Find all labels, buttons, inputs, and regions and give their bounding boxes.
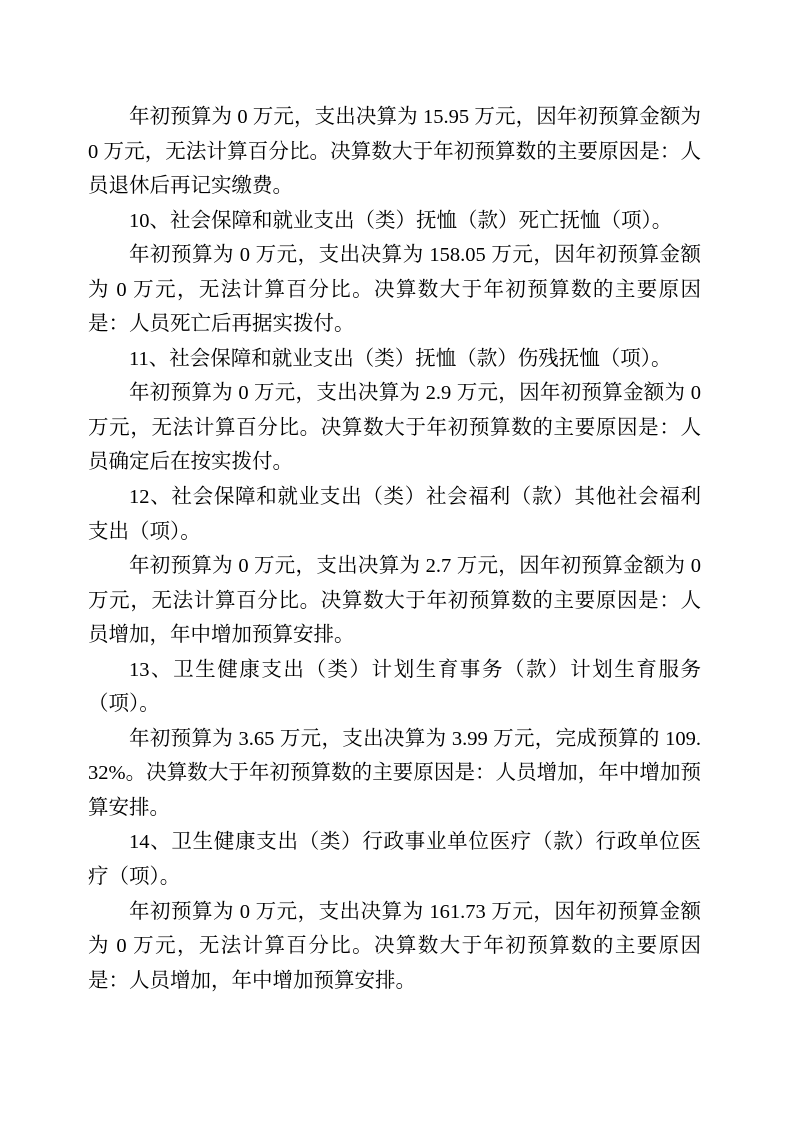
body-paragraph-item-14: 年初预算为 0 万元，支出决算为 161.73 万元，因年初预算金额为 0 万元，无法计算百分比。决算数大于年初预算数的主要原因是：人员增加，年中增加预算安排。 (88, 900, 701, 992)
body-paragraph-item-11: 年初预算为 0 万元，支出决算为 2.9 万元，因年初预算金额为 0 万元，无法计算百分比。决算数大于年初预算数的主要原因是：人员确定后在按实拨付。 (88, 382, 701, 474)
body-paragraph-item-12: 年初预算为 0 万元，支出决算为 2.7 万元，因年初预算金额为 0 万元，无法计算百分比。决算数大于年初预算数的主要原因是：人员增加，年中增加预算安排。 (88, 555, 701, 647)
body-paragraph-item-10: 年初预算为 0 万元，支出决算为 158.05 万元，因年初预算金额为 0 万元，无法计算百分比。决算数大于年初预算数的主要原因是：人员死亡后再据实拨付。 (88, 244, 701, 336)
item-heading-12: 12、社会保障和就业支出（类）社会福利（款）其他社会福利支出（项）。 (88, 486, 701, 543)
item-heading-14: 14、卫生健康支出（类）行政事业单位医疗（款）行政单位医疗（项）。 (88, 831, 701, 889)
document-text-body (88, 100, 701, 998)
body-paragraph-continuation: 年初预算为 0 万元，支出决算为 15.95 万元，因年初预算金额为 0 万元，无法计算百分比。决算数大于年初预算数的主要原因是：人员退休后再记实缴费。 (88, 106, 701, 198)
body-paragraph-item-13: 年初预算为 3.65 万元，支出决算为 3.99 万元，完成预算的 109.32%。决算数大于年初预算数的主要原因是：人员增加，年中增加预算安排。 (88, 727, 701, 819)
item-heading-10: 10、社会保障和就业支出（类）抚恤（款）死亡抚恤（项）。 (129, 209, 673, 232)
item-heading-11: 11、社会保障和就业支出（类）抚恤（款）伤残抚恤（项）。 (129, 347, 672, 370)
item-heading-13: 13、卫生健康支出（类）计划生育事务（款）计划生育服务（项）。 (88, 658, 701, 716)
